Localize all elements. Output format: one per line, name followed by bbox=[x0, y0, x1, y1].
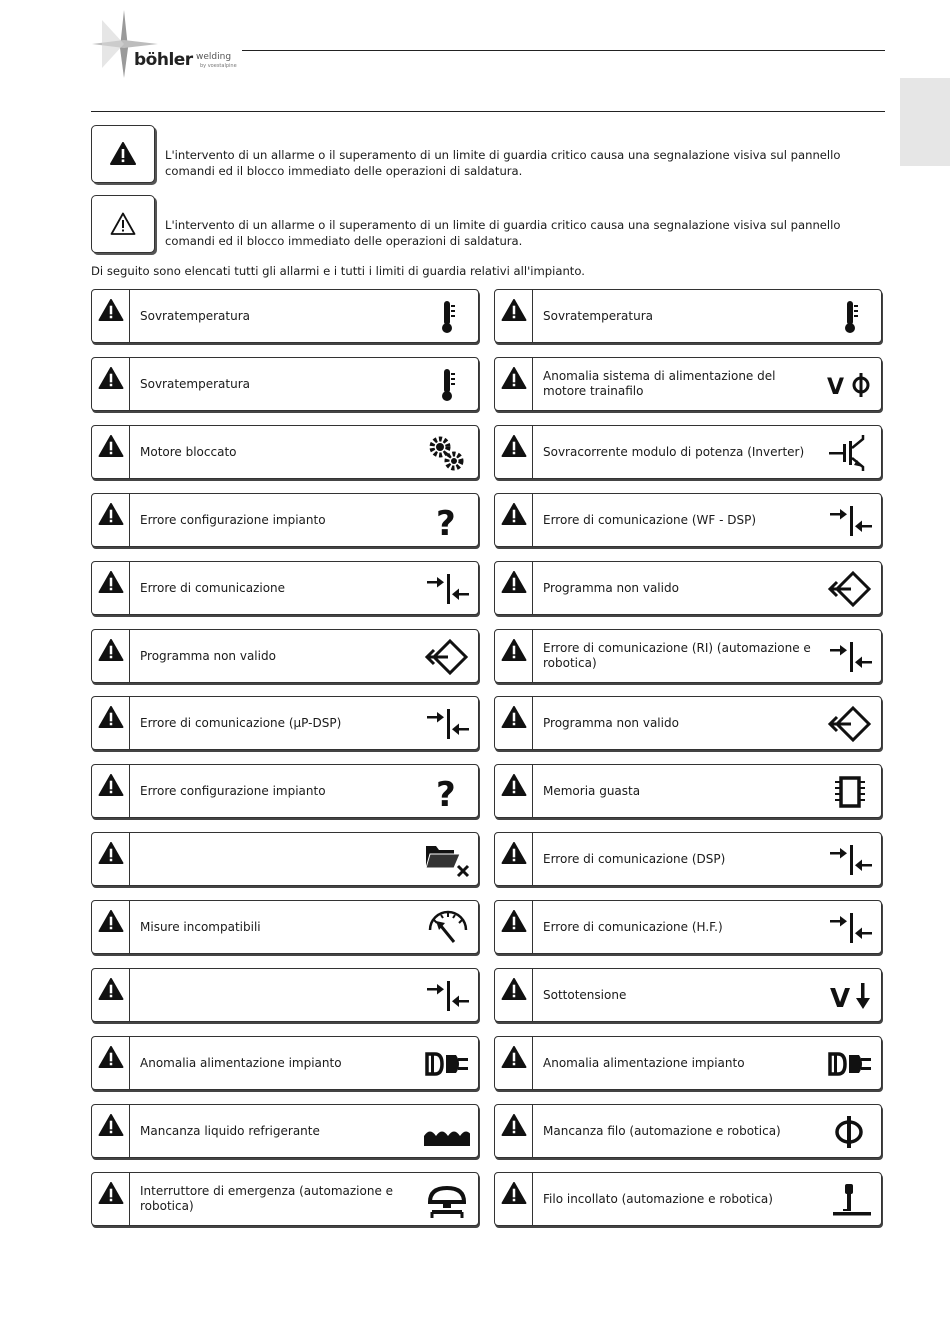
alarm-label: Programma non valido bbox=[543, 580, 679, 595]
alarm-label: Filo incollato (automazione e robotica) bbox=[543, 1191, 773, 1206]
warning-filled-icon bbox=[92, 290, 130, 342]
alarm-card bbox=[494, 289, 882, 343]
alarm-label bbox=[140, 833, 410, 885]
alarm-card bbox=[91, 1036, 479, 1090]
alarm-card bbox=[494, 968, 882, 1022]
brand-tag: by voestalpine bbox=[200, 63, 237, 69]
program-diamond-icon bbox=[424, 637, 470, 677]
alarm-card bbox=[91, 764, 479, 818]
alarm-card bbox=[91, 832, 479, 886]
alarm-label: Sovratemperatura bbox=[140, 308, 251, 323]
question-mark-icon bbox=[424, 772, 470, 812]
section-rule bbox=[91, 111, 885, 112]
warning-filled-icon bbox=[495, 833, 533, 885]
alarm-card bbox=[494, 764, 882, 818]
program-diamond-icon bbox=[827, 569, 873, 609]
warning-filled-icon bbox=[92, 494, 130, 546]
alarm-label: Errore di comunicazione (H.F.) bbox=[543, 919, 723, 934]
thermometer-icon bbox=[424, 297, 470, 337]
warning-filled-icon bbox=[92, 969, 130, 1021]
warning-filled-icon bbox=[92, 630, 130, 682]
warning-filled-icon bbox=[495, 765, 533, 817]
communication-icon bbox=[424, 569, 470, 609]
alarm-card bbox=[494, 629, 882, 683]
alarm-label: Mancanza filo (automazione e robotica) bbox=[543, 1123, 781, 1138]
header-rule bbox=[242, 50, 885, 51]
warning-note-text: L'intervento di un allarme o il superamento di un limite di guardia critico causa una segnalazione visiva sul pannello comandi ed il blocco immediato delle operazioni di saldatura. bbox=[165, 218, 841, 248]
alarm-card bbox=[494, 1172, 882, 1226]
warning-filled-icon bbox=[495, 901, 533, 953]
warning-filled-icon bbox=[92, 901, 130, 953]
alarm-card bbox=[494, 900, 882, 954]
alarm-card bbox=[494, 696, 882, 750]
alarm-card bbox=[91, 561, 479, 615]
communication-icon bbox=[827, 840, 873, 880]
warning-filled-icon bbox=[495, 630, 533, 682]
alarm-card bbox=[494, 1036, 882, 1090]
alarm-symbol-box bbox=[91, 125, 155, 183]
warning-filled-icon bbox=[92, 1037, 130, 1089]
svg-text:V: V bbox=[827, 375, 845, 400]
alarm-card bbox=[91, 968, 479, 1022]
communication-icon bbox=[827, 908, 873, 948]
alarm-label: Misure incompatibili bbox=[140, 919, 261, 934]
warning-filled-icon bbox=[495, 494, 533, 546]
warning-filled-icon bbox=[495, 969, 533, 1021]
communication-icon bbox=[424, 704, 470, 744]
power-plug-icon bbox=[424, 1044, 470, 1084]
alarm-label: Sovracorrente modulo di potenza (Inverter) bbox=[543, 444, 805, 459]
svg-text:V: V bbox=[830, 984, 851, 1014]
chapter-tab bbox=[900, 78, 950, 166]
warning-filled-icon bbox=[92, 833, 130, 885]
brand-name: böhler bbox=[134, 50, 193, 70]
alarm-card bbox=[91, 629, 479, 683]
alarm-card bbox=[91, 900, 479, 954]
communication-icon bbox=[827, 637, 873, 677]
intro-text: Di seguito sono elencati tutti gli allarmi e i tutti i limiti di guardia relativi all'impianto. bbox=[91, 264, 585, 278]
alarm-card bbox=[494, 357, 882, 411]
warning-filled-icon bbox=[92, 426, 130, 478]
alarm-label: Errore di comunicazione (RI) (automazione e robotica) bbox=[543, 641, 811, 670]
alarm-label: Errore di comunicazione (WF - DSP) bbox=[543, 512, 757, 527]
folder-error-icon bbox=[424, 840, 470, 880]
alarm-label: Anomalia sistema di alimentazione del motore trainafilo bbox=[543, 369, 776, 398]
warning-filled-icon bbox=[495, 562, 533, 614]
warning-filled-icon bbox=[92, 765, 130, 817]
alarm-label: Sovratemperatura bbox=[140, 376, 251, 391]
warning-filled-icon bbox=[495, 1037, 533, 1089]
alarm-label: Errore di comunicazione (µP-DSP) bbox=[140, 715, 342, 730]
warning-outline-icon bbox=[110, 212, 136, 236]
communication-icon bbox=[424, 976, 470, 1016]
alarm-label: Errore configurazione impianto bbox=[140, 512, 326, 527]
alarm-card bbox=[494, 1104, 882, 1158]
alarm-card bbox=[91, 696, 479, 750]
alarm-label: Memoria guasta bbox=[543, 783, 641, 798]
power-plug-icon bbox=[827, 1044, 873, 1084]
warning-filled-icon bbox=[495, 290, 533, 342]
alarm-card bbox=[91, 425, 479, 479]
alarm-label: Sovratemperatura bbox=[543, 308, 654, 323]
wire-spool-icon bbox=[827, 1112, 873, 1152]
alarm-card bbox=[494, 425, 882, 479]
alarm-label: Errore di comunicazione bbox=[140, 580, 286, 595]
wire-stuck-icon bbox=[827, 1180, 873, 1220]
coolant-level-icon bbox=[424, 1112, 470, 1152]
warning-filled-icon bbox=[495, 1173, 533, 1225]
alarm-card bbox=[91, 493, 479, 547]
warning-filled-icon bbox=[92, 358, 130, 410]
warning-filled-icon bbox=[92, 697, 130, 749]
alarm-label: Interruttore di emergenza (automazione e robotica) bbox=[140, 1184, 394, 1213]
alarm-card bbox=[494, 561, 882, 615]
warning-filled-icon bbox=[92, 562, 130, 614]
svg-text:?: ? bbox=[436, 775, 456, 812]
warning-filled-icon bbox=[92, 1105, 130, 1157]
alarm-card bbox=[91, 1172, 479, 1226]
alarm-label: Programma non valido bbox=[140, 648, 276, 663]
transistor-icon bbox=[827, 433, 873, 473]
alarm-label: Anomalia alimentazione impianto bbox=[543, 1055, 745, 1070]
gears-icon bbox=[424, 433, 470, 473]
alarm-card bbox=[91, 1104, 479, 1158]
alarm-label: Mancanza liquido refrigerante bbox=[140, 1123, 320, 1138]
warning-filled-icon bbox=[495, 426, 533, 478]
alarm-card bbox=[494, 493, 882, 547]
svg-text:?: ? bbox=[436, 504, 456, 541]
warning-filled-icon bbox=[92, 1173, 130, 1225]
gauge-icon bbox=[424, 908, 470, 948]
memory-chip-icon bbox=[827, 772, 873, 812]
warning-note bbox=[91, 195, 885, 253]
warning-symbol-box bbox=[91, 195, 155, 253]
alarm-note bbox=[91, 125, 885, 183]
alarm-label: Errore di comunicazione (DSP) bbox=[543, 851, 726, 866]
brand-suffix: welding bbox=[196, 52, 232, 62]
alarm-note-text: L'intervento di un allarme o il superamento di un limite di guardia critico causa una segnalazione visiva sul pannello comandi ed il blocco immediato delle operazioni di saldatura. bbox=[165, 148, 841, 178]
communication-icon bbox=[827, 501, 873, 541]
thermometer-icon bbox=[827, 297, 873, 337]
emergency-button-icon bbox=[424, 1180, 470, 1220]
warning-filled-icon bbox=[110, 142, 136, 166]
question-mark-icon bbox=[424, 501, 470, 541]
alarm-label: Sottotensione bbox=[543, 987, 627, 1002]
alarm-card bbox=[494, 832, 882, 886]
alarm-card bbox=[91, 357, 479, 411]
program-diamond-icon bbox=[827, 704, 873, 744]
alarm-label: Programma non valido bbox=[543, 715, 679, 730]
thermometer-icon bbox=[424, 365, 470, 405]
warning-filled-icon bbox=[495, 697, 533, 749]
warning-filled-icon bbox=[495, 358, 533, 410]
alarm-label: Motore bloccato bbox=[140, 444, 237, 459]
alarm-card bbox=[91, 289, 479, 343]
alarm-label bbox=[140, 969, 410, 1021]
alarm-label: Anomalia alimentazione impianto bbox=[140, 1055, 342, 1070]
alarm-label: Errore configurazione impianto bbox=[140, 783, 326, 798]
warning-filled-icon bbox=[495, 1105, 533, 1157]
wire-feed-voltage-icon bbox=[827, 365, 873, 405]
undervoltage-icon bbox=[827, 976, 873, 1016]
